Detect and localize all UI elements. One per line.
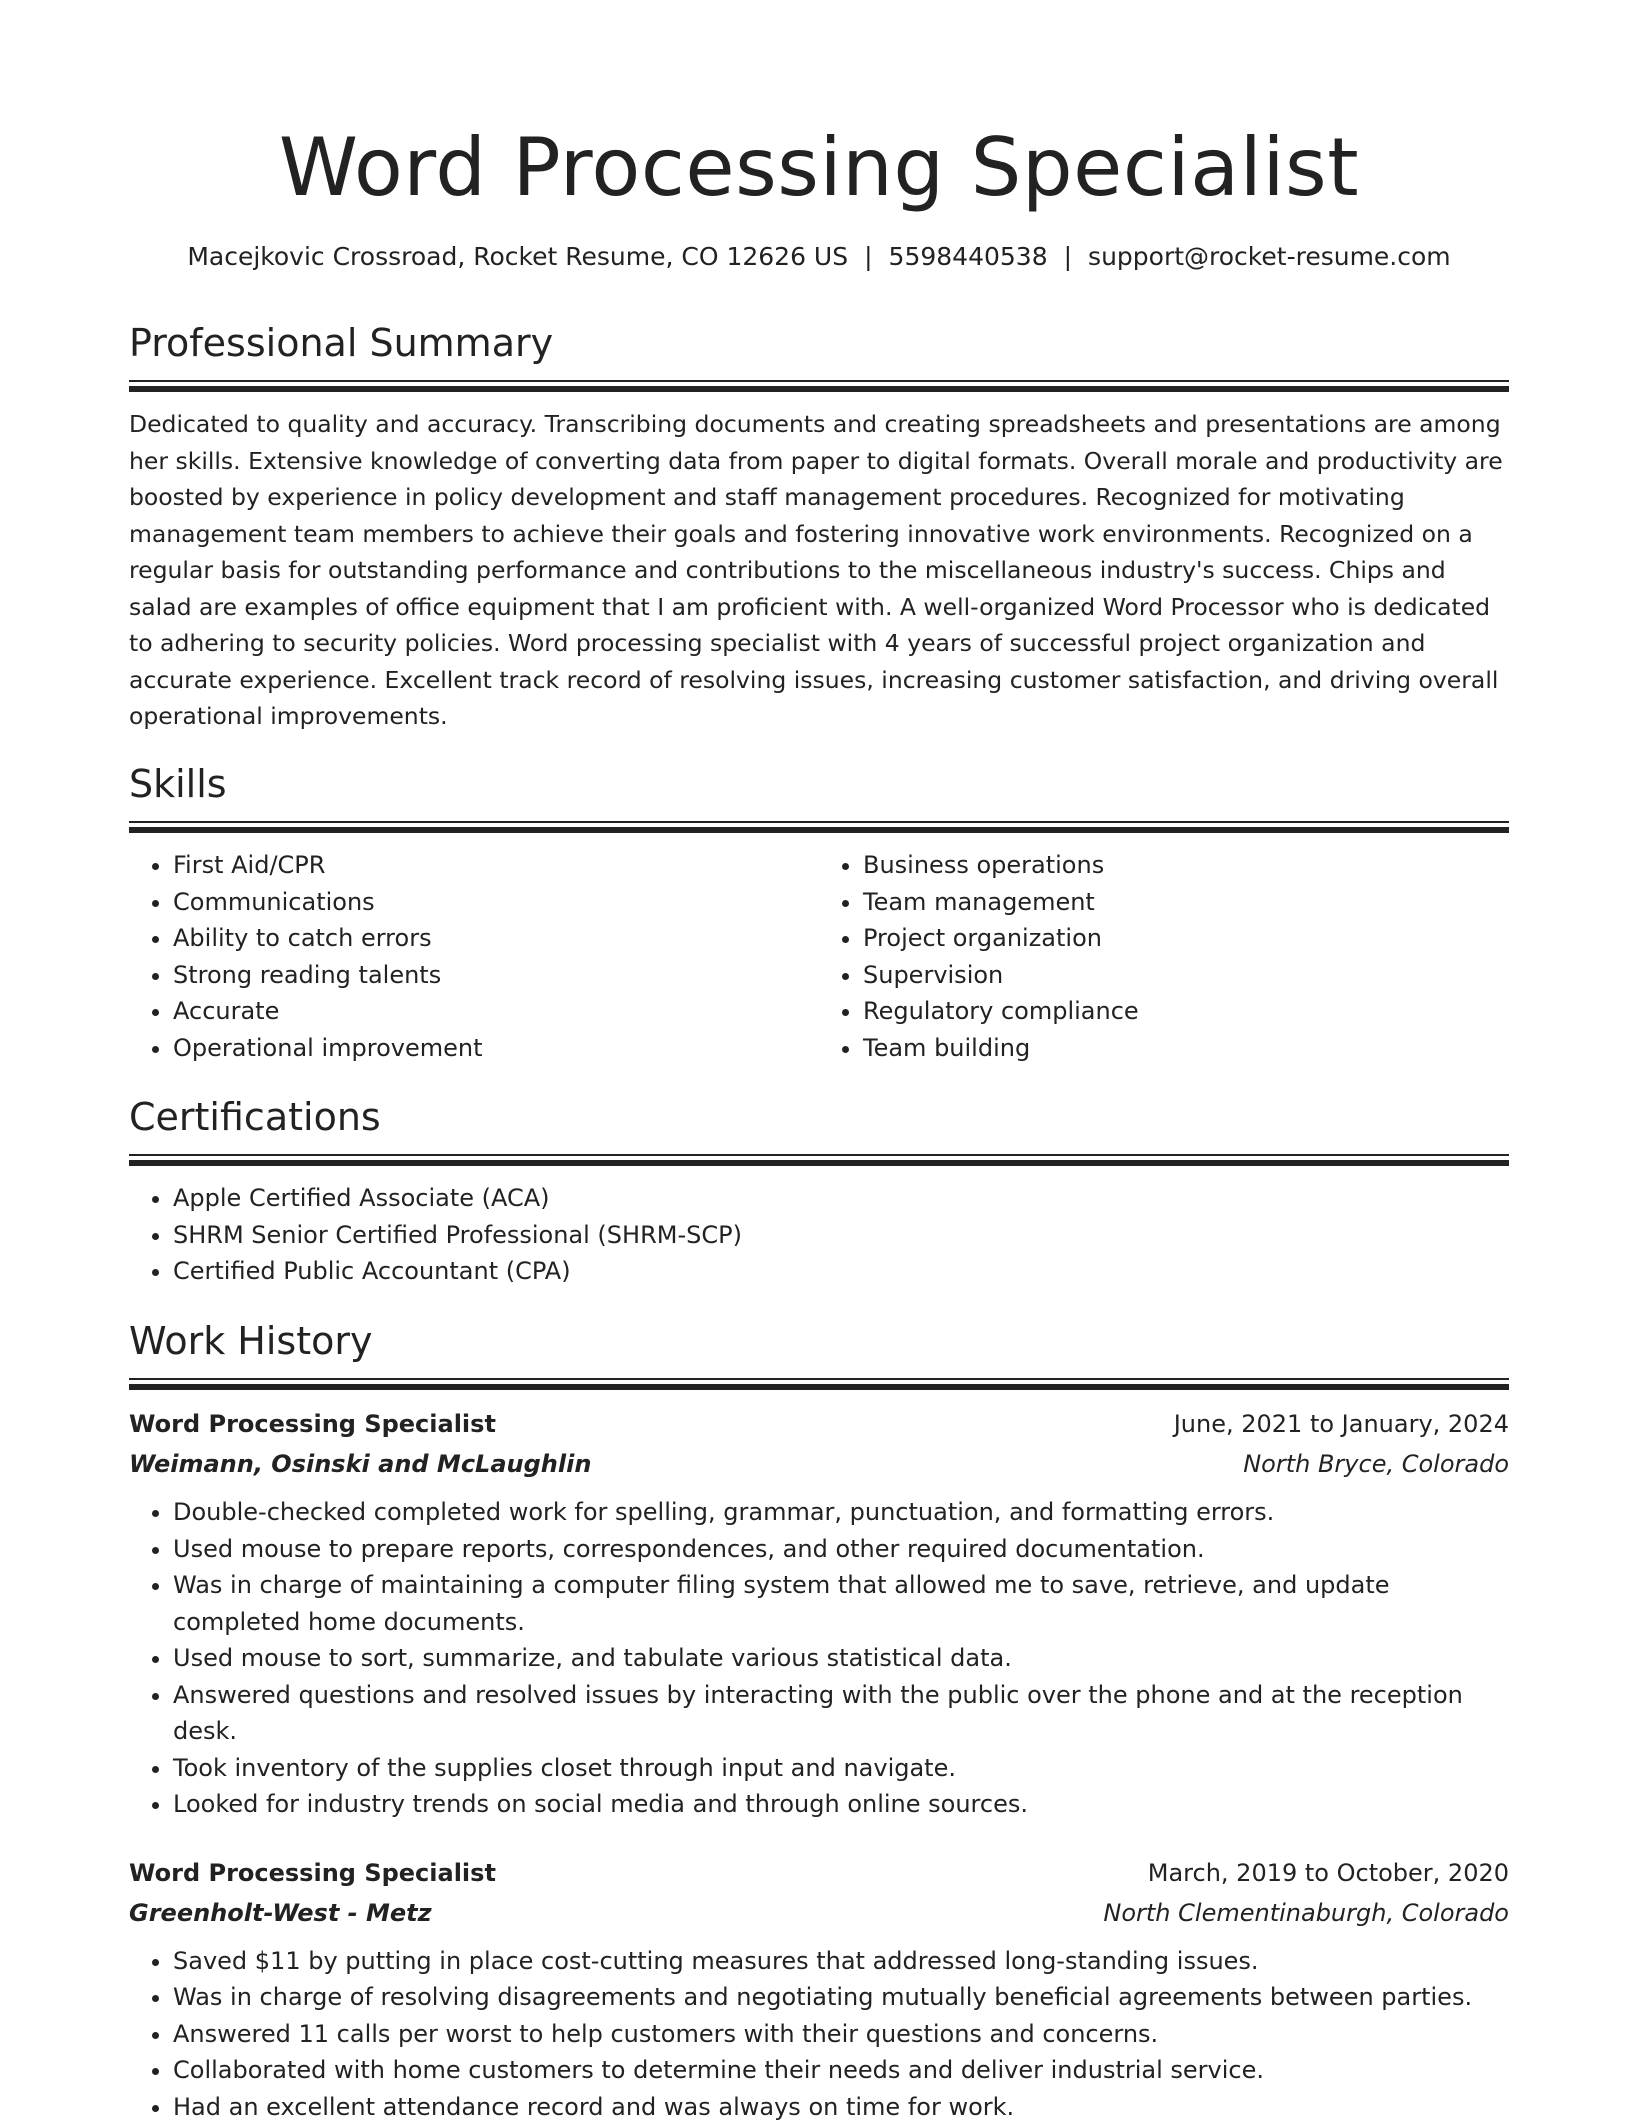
job-company: Greenholt-West - Metz xyxy=(129,1893,432,1933)
contact-separator: | xyxy=(1048,242,1088,271)
section-work-history xyxy=(129,1316,1509,2125)
resume-name: Word Processing Specialist xyxy=(129,118,1509,218)
skill-item: • Operational improvement xyxy=(173,1030,819,1067)
certification-item: • SHRM Senior Certified Professional (SHRM-SCP) xyxy=(173,1217,1509,1254)
skill-item: • Team building xyxy=(863,1030,1509,1067)
job-title: Word Processing Specialist xyxy=(129,1853,496,1893)
skill-item: • Ability to catch errors xyxy=(173,920,819,957)
job-title: Word Processing Specialist xyxy=(129,1404,496,1444)
skill-item: • Regulatory compliance xyxy=(863,993,1509,1030)
job-bullet: • Collaborated with home customers to determine their needs and deliver industrial service. xyxy=(173,2052,1509,2089)
section-skills xyxy=(129,759,1509,1066)
job-location: North Bryce, Colorado xyxy=(1243,1444,1509,1484)
job-bullet: • Took inventory of the supplies closet through input and navigate. xyxy=(173,1750,1509,1787)
section-rule xyxy=(129,1154,1509,1156)
section-rule xyxy=(129,1384,1509,1390)
skills-list-left xyxy=(129,847,819,1066)
job-bullet: • Used mouse to prepare reports, correspondences, and other required documentation. xyxy=(173,1531,1509,1568)
section-certifications xyxy=(129,1092,1509,1290)
skill-item: • Strong reading talents xyxy=(173,957,819,994)
contact-address: Macejkovic Crossroad, Rocket Resume, CO 12626 US xyxy=(187,242,848,271)
skills-columns xyxy=(129,833,1509,1066)
job-company: Weimann, Osinski and McLaughlin xyxy=(129,1444,591,1484)
skills-list-right xyxy=(819,847,1509,1066)
contact-phone: 5598440538 xyxy=(889,242,1048,271)
skill-item: • Team management xyxy=(863,884,1509,921)
skill-item: • Communications xyxy=(173,884,819,921)
section-rule xyxy=(129,821,1509,823)
job-bullet: • Had an excellent attendance record and was always on time for work. xyxy=(173,2089,1509,2125)
job-subheader xyxy=(129,1893,1509,1933)
skill-item: • First Aid/CPR xyxy=(173,847,819,884)
job-entry xyxy=(129,1404,1509,1823)
job-bullet: • Was in charge of maintaining a computer filing system that allowed me to save, retrieve, and update completed home documents. xyxy=(173,1567,1509,1640)
certification-item: • Certified Public Accountant (CPA) xyxy=(173,1253,1509,1290)
skill-item: • Business operations xyxy=(863,847,1509,884)
job-location: North Clementinaburgh, Colorado xyxy=(1103,1893,1509,1933)
job-subheader xyxy=(129,1444,1509,1484)
section-rule xyxy=(129,1160,1509,1166)
job-header xyxy=(129,1404,1509,1444)
contact-line xyxy=(129,240,1509,274)
section-title-certifications: Certifications xyxy=(129,1092,1509,1142)
section-title-skills: Skills xyxy=(129,759,1509,809)
job-bullet: • Answered questions and resolved issues by interacting with the public over the phone and at the reception desk. xyxy=(173,1677,1509,1750)
job-dates: March, 2019 to October, 2020 xyxy=(1148,1853,1509,1893)
job-bullet: • Answered 11 calls per worst to help customers with their questions and concerns. xyxy=(173,2016,1509,2053)
summary-text: Dedicated to quality and accuracy. Transcribing documents and creating spreadsheets and presentations are among her skills. Extensive knowledge of converting data from paper to digital formats. Overall morale and productivity are boosted by experience in policy development and staff management procedures. Recognized for motivating management team members to achieve their goals and fostering innovative work environments. Recognized on a regular basis for outstanding performance and contributions to the miscellaneous industry's success. Chips and salad are examples of office equipment that I am proficient with. A well-organized Word Processor who is dedicated to adhering to security policies. Word processing specialist with 4 years of successful project organization and accurate experience. Excellent track record of resolving issues, increasing customer satisfaction, and driving overall operational improvements. xyxy=(129,406,1509,735)
job-bullet: • Used mouse to sort, summarize, and tabulate various statistical data. xyxy=(173,1640,1509,1677)
job-header xyxy=(129,1853,1509,1893)
skill-item: • Supervision xyxy=(863,957,1509,994)
job-bullet: • Double-checked completed work for spelling, grammar, punctuation, and formatting errors. xyxy=(173,1494,1509,1531)
section-rule xyxy=(129,380,1509,382)
job-bullets xyxy=(129,1494,1509,1823)
job-dates: June, 2021 to January, 2024 xyxy=(1174,1404,1509,1444)
contact-separator: | xyxy=(848,242,888,271)
job-bullet: • Was in charge of resolving disagreements and negotiating mutually beneficial agreements between parties. xyxy=(173,1979,1509,2016)
section-rule xyxy=(129,1378,1509,1380)
section-summary xyxy=(129,318,1509,735)
section-title-work: Work History xyxy=(129,1316,1509,1366)
certifications-list xyxy=(129,1180,1509,1290)
certification-item: • Apple Certified Associate (ACA) xyxy=(173,1180,1509,1217)
job-bullet: • Saved $11 by putting in place cost-cutting measures that addressed long-standing issues. xyxy=(173,1943,1509,1980)
skill-item: • Accurate xyxy=(173,993,819,1030)
job-entry xyxy=(129,1853,1509,2125)
section-title-summary: Professional Summary xyxy=(129,318,1509,368)
contact-email: support@rocket-resume.com xyxy=(1088,242,1451,271)
skill-item: • Project organization xyxy=(863,920,1509,957)
job-bullet: • Looked for industry trends on social media and through online sources. xyxy=(173,1786,1509,1823)
section-rule xyxy=(129,386,1509,392)
job-bullets xyxy=(129,1943,1509,2125)
